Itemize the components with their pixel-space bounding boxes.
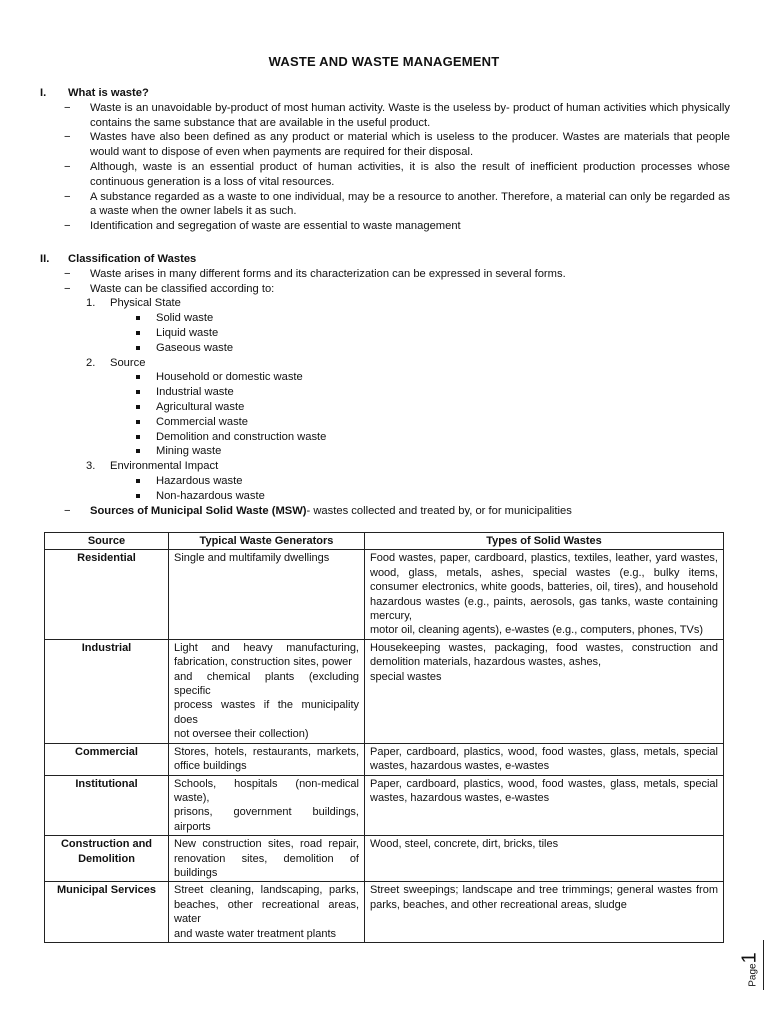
category-items [86,311,730,355]
generators-cell: Schools, hospitals (non-medical waste), prisons, government buildings, airports [169,775,365,836]
bullet-list [40,267,730,297]
list-item: Industrial waste [134,385,730,400]
classification-list [40,296,730,503]
bullet-list [40,504,730,519]
list-item: − Waste can be classified according to: [64,282,730,297]
source-cell: Construction and Demolition [45,836,169,882]
msw-sources-intro [64,504,730,519]
types-cell: Paper, cardboard, plastics, wood, food wastes, glass, metals, special wastes, hazardous wastes, e-wastes [365,775,724,836]
table-row [45,550,724,639]
column-header-generators: Typical Waste Generators [169,533,365,550]
category-number: 3. [86,460,96,473]
page-number-marker [740,940,760,990]
list-item: − Identification and segregation of waste are essential to waste management [64,219,730,234]
generators-cell: New construction sites, road repair, renovation sites, demolition of buildings [169,836,365,882]
list-item: − A substance regarded as a waste to one individual, may be a resource to another. Therefore, a material can only be regarded as a waste when the owner labels it as such. [64,190,730,220]
page-number: 1 [738,952,761,964]
list-item: − Waste arises in many different forms and its characterization can be expressed in several forms. [64,267,730,282]
column-header-source: Source [45,533,169,550]
list-item: Household or domestic waste [134,370,730,385]
category-number: 1. [86,297,96,310]
page-label: Page [747,963,759,987]
section-number: I. [40,87,47,99]
source-cell: Residential [45,550,169,639]
generators-cell: Light and heavy manufacturing, fabrication, construction sites, power and chemical plants (excluding specific process wastes if the municipality does not oversee their collection) [169,639,365,743]
bullet-list [40,101,730,234]
section-heading [40,86,730,101]
category-items [86,370,730,459]
list-item: − Wastes have also been defined as any product or material which is useless to the producer. Wastes are materials that people would want to dispose of even when payments are required for their disposal. [64,130,730,160]
list-item: Solid waste [134,311,730,326]
category-label: Source [110,356,146,369]
page-number-text [739,945,762,995]
category-environmental-impact [86,459,730,503]
list-item: Commercial waste [134,415,730,430]
msw-sources-table [44,532,724,943]
document-title: WASTE AND WASTE MANAGEMENT [268,54,500,69]
source-cell: Municipal Services [45,882,169,943]
list-item: Demolition and construction waste [134,430,730,445]
msw-description: - wastes collected and treated by, or for municipalities [306,504,572,517]
category-label: Environmental Impact [110,460,219,473]
category-number: 2. [86,356,96,369]
table-row [45,639,724,743]
source-cell: Institutional [45,775,169,836]
section-title: Classification of Wastes [68,253,197,265]
types-cell: Wood, steel, concrete, dirt, bricks, tiles [365,836,724,882]
category-source [86,356,730,460]
table-row [45,775,724,836]
types-cell: Housekeeping wastes, packaging, food wastes, construction and demolition materials, hazardous wastes, ashes, special wastes [365,639,724,743]
table-header-row [45,533,724,550]
source-cell: Commercial [45,743,169,775]
table-body [45,550,724,943]
list-item: Hazardous waste [134,474,730,489]
generators-cell: Single and multifamily dwellings [169,550,365,639]
list-item: Non-hazardous waste [134,489,730,504]
msw-term: Sources of Municipal Solid Waste (MSW) [90,504,307,517]
section-heading [40,252,730,267]
column-header-types: Types of Solid Wastes [365,533,724,550]
list-item: Liquid waste [134,326,730,341]
category-label: Physical State [110,297,181,310]
table-row [45,882,724,943]
table-row [45,836,724,882]
list-item: Gaseous waste [134,341,730,356]
section-title: What is waste? [68,87,149,99]
types-cell: Food wastes, paper, cardboard, plastics, textiles, leather, yard wastes, wood, glass, metals, ashes, special wastes (e.g., bulky items, consumer electronics, white goods, batteries, oil, tires), and household hazardous wastes (e.g., paints, aerosols, gas tanks, waste containing mercury, motor oil, cleaning agents), e-wastes (e.g., computers, phones, TVs) [365,550,724,639]
list-item: − Waste is an unavoidable by-product of most human activity. Waste is the useless by- product of human activities which physically contains the same substance that are available in the useful product. [64,101,730,131]
section-classification [40,252,730,518]
table-row [45,743,724,775]
list-item: Agricultural waste [134,400,730,415]
types-cell: Paper, cardboard, plastics, wood, food wastes, glass, metals, special wastes, hazardous wastes, e-wastes [365,743,724,775]
section-number: II. [40,253,50,265]
category-physical-state [86,296,730,355]
source-cell: Industrial [45,639,169,743]
category-items [86,474,730,504]
types-cell: Street sweepings; landscape and tree trimmings; general wastes from parks, beaches, and other recreational areas, sludge [365,882,724,943]
list-item: − Although, waste is an essential product of human activities, it is also the result of inefficient production processes whose continuous generation is a loss of vital resources. [64,160,730,190]
section-what-is-waste [40,86,730,234]
generators-cell: Street cleaning, landscaping, parks, beaches, other recreational areas, water and waste water treatment plants [169,882,365,943]
generators-cell: Stores, hotels, restaurants, markets, office buildings [169,743,365,775]
list-item: Mining waste [134,444,730,459]
page-marker-line [763,940,764,990]
